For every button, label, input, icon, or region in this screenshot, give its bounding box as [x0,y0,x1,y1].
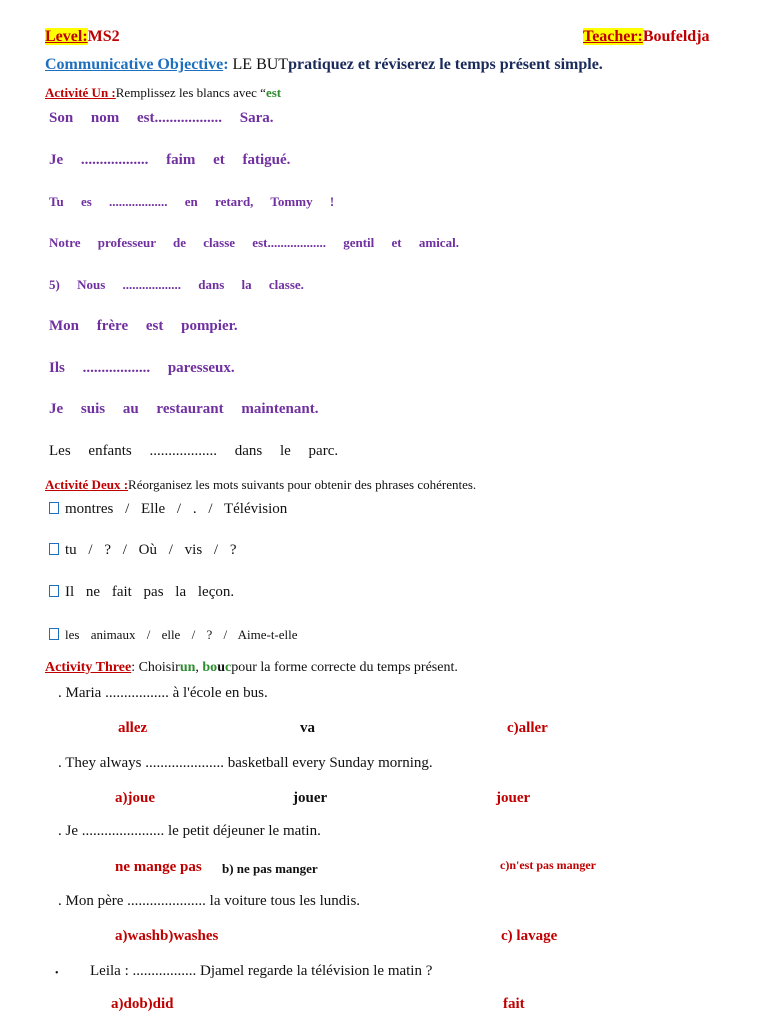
question-text: . Je ...................... le petit déjeuner le matin. [58,823,321,839]
option-a: allez [118,720,148,736]
option-a: a)washb)washes [115,928,219,944]
activity2-item: les animaux / elle / ? / Aime-t-elle [49,627,298,643]
activity1-item: 5) Nous .................. dans la classe. [49,277,304,292]
objective-text-b: pratiquez et réviserez le temps présent simple. [288,56,603,73]
checkbox-icon [49,543,59,555]
question-text: . Maria ................. à l'école en bus. [58,685,268,701]
activity2-title: Activité Deux : [45,477,129,492]
activity1-item: Je .................. faim et fatigué. [49,152,291,168]
option-a: a)dob)did [111,996,174,1012]
activity3-heading: Activity Three: Choisirun, boucpour la forme correcte du temps présent. [45,660,458,675]
option-b: b) ne pas manger [222,861,318,876]
activity1-item: Tu es .................. en retard, Tommy ! [49,194,335,209]
activity2-item: tu / ? / Où / vis / ? [49,542,237,559]
activity1-item: Son nom est.................. Sara. [49,110,274,126]
activity1-item: Ils .................. paresseux. [49,360,235,376]
option-c: fait [503,996,525,1012]
checkbox-icon [49,585,59,597]
teacher-label: Teacher: [583,28,643,45]
question-text: . Mon père ..................... la voiture tous les lundis. [58,893,361,909]
teacher-line [583,28,710,46]
objective-label: Communicative Objective [45,56,224,73]
activity2-heading [45,477,476,493]
activity3-instruction-end: pour la forme correcte du temps présent. [231,660,458,675]
activity3-title: Activity Three [45,660,132,675]
bullet-dot: • [55,968,59,979]
option-b: jouer [293,790,328,806]
objective-sep: : [223,56,229,73]
activity1-instruction: Remplissez les blancs avec “ [115,85,266,100]
activity2-item: montres / Elle / . / Télévision [49,501,287,518]
activity3-option-un: un [179,660,196,675]
objective-line [45,56,603,74]
option-a: a)joue [115,790,155,806]
option-c: c) lavage [501,928,558,944]
question-text: . They always ..................... basketball every Sunday morning. [58,755,433,771]
level-line [45,28,120,46]
level-label: Level: [45,28,88,45]
activity1-item: Mon frère est pompier. [49,318,238,334]
activity1-title: Activité Un : [45,85,116,100]
checkbox-icon [49,628,59,640]
activity2-item: Il ne fait pas la leçon. [49,584,234,601]
activity1-heading [45,85,281,101]
level-value: MS2 [87,28,120,45]
option-c: c)n'est pas manger [500,858,596,872]
activity1-item: Je suis au restaurant maintenant. [49,401,319,417]
activity1-keyword: est [265,85,282,100]
teacher-value: Boufeldja [642,28,710,45]
option-b: va [300,720,315,736]
option-a: ne mange pas [115,859,202,875]
activity2-instruction: Réorganisez les mots suivants pour obtenir des phrases cohérentes. [128,477,477,492]
objective-text-a: LE BUT [228,56,289,73]
activity3-instruction-a: : Choisir [131,660,180,675]
checkbox-icon [49,502,59,514]
activity1-item: Notre professeur de classe est.................. gentil et amical. [49,235,459,250]
activity1-item: Les enfants .................. dans le parc. [49,443,339,459]
option-c: c)aller [507,720,548,736]
question-text: Leila : ................. Djamel regarde la télévision le matin ? [90,963,433,979]
option-c: jouer [496,790,531,806]
activity3-option-bo: bo [202,660,218,675]
